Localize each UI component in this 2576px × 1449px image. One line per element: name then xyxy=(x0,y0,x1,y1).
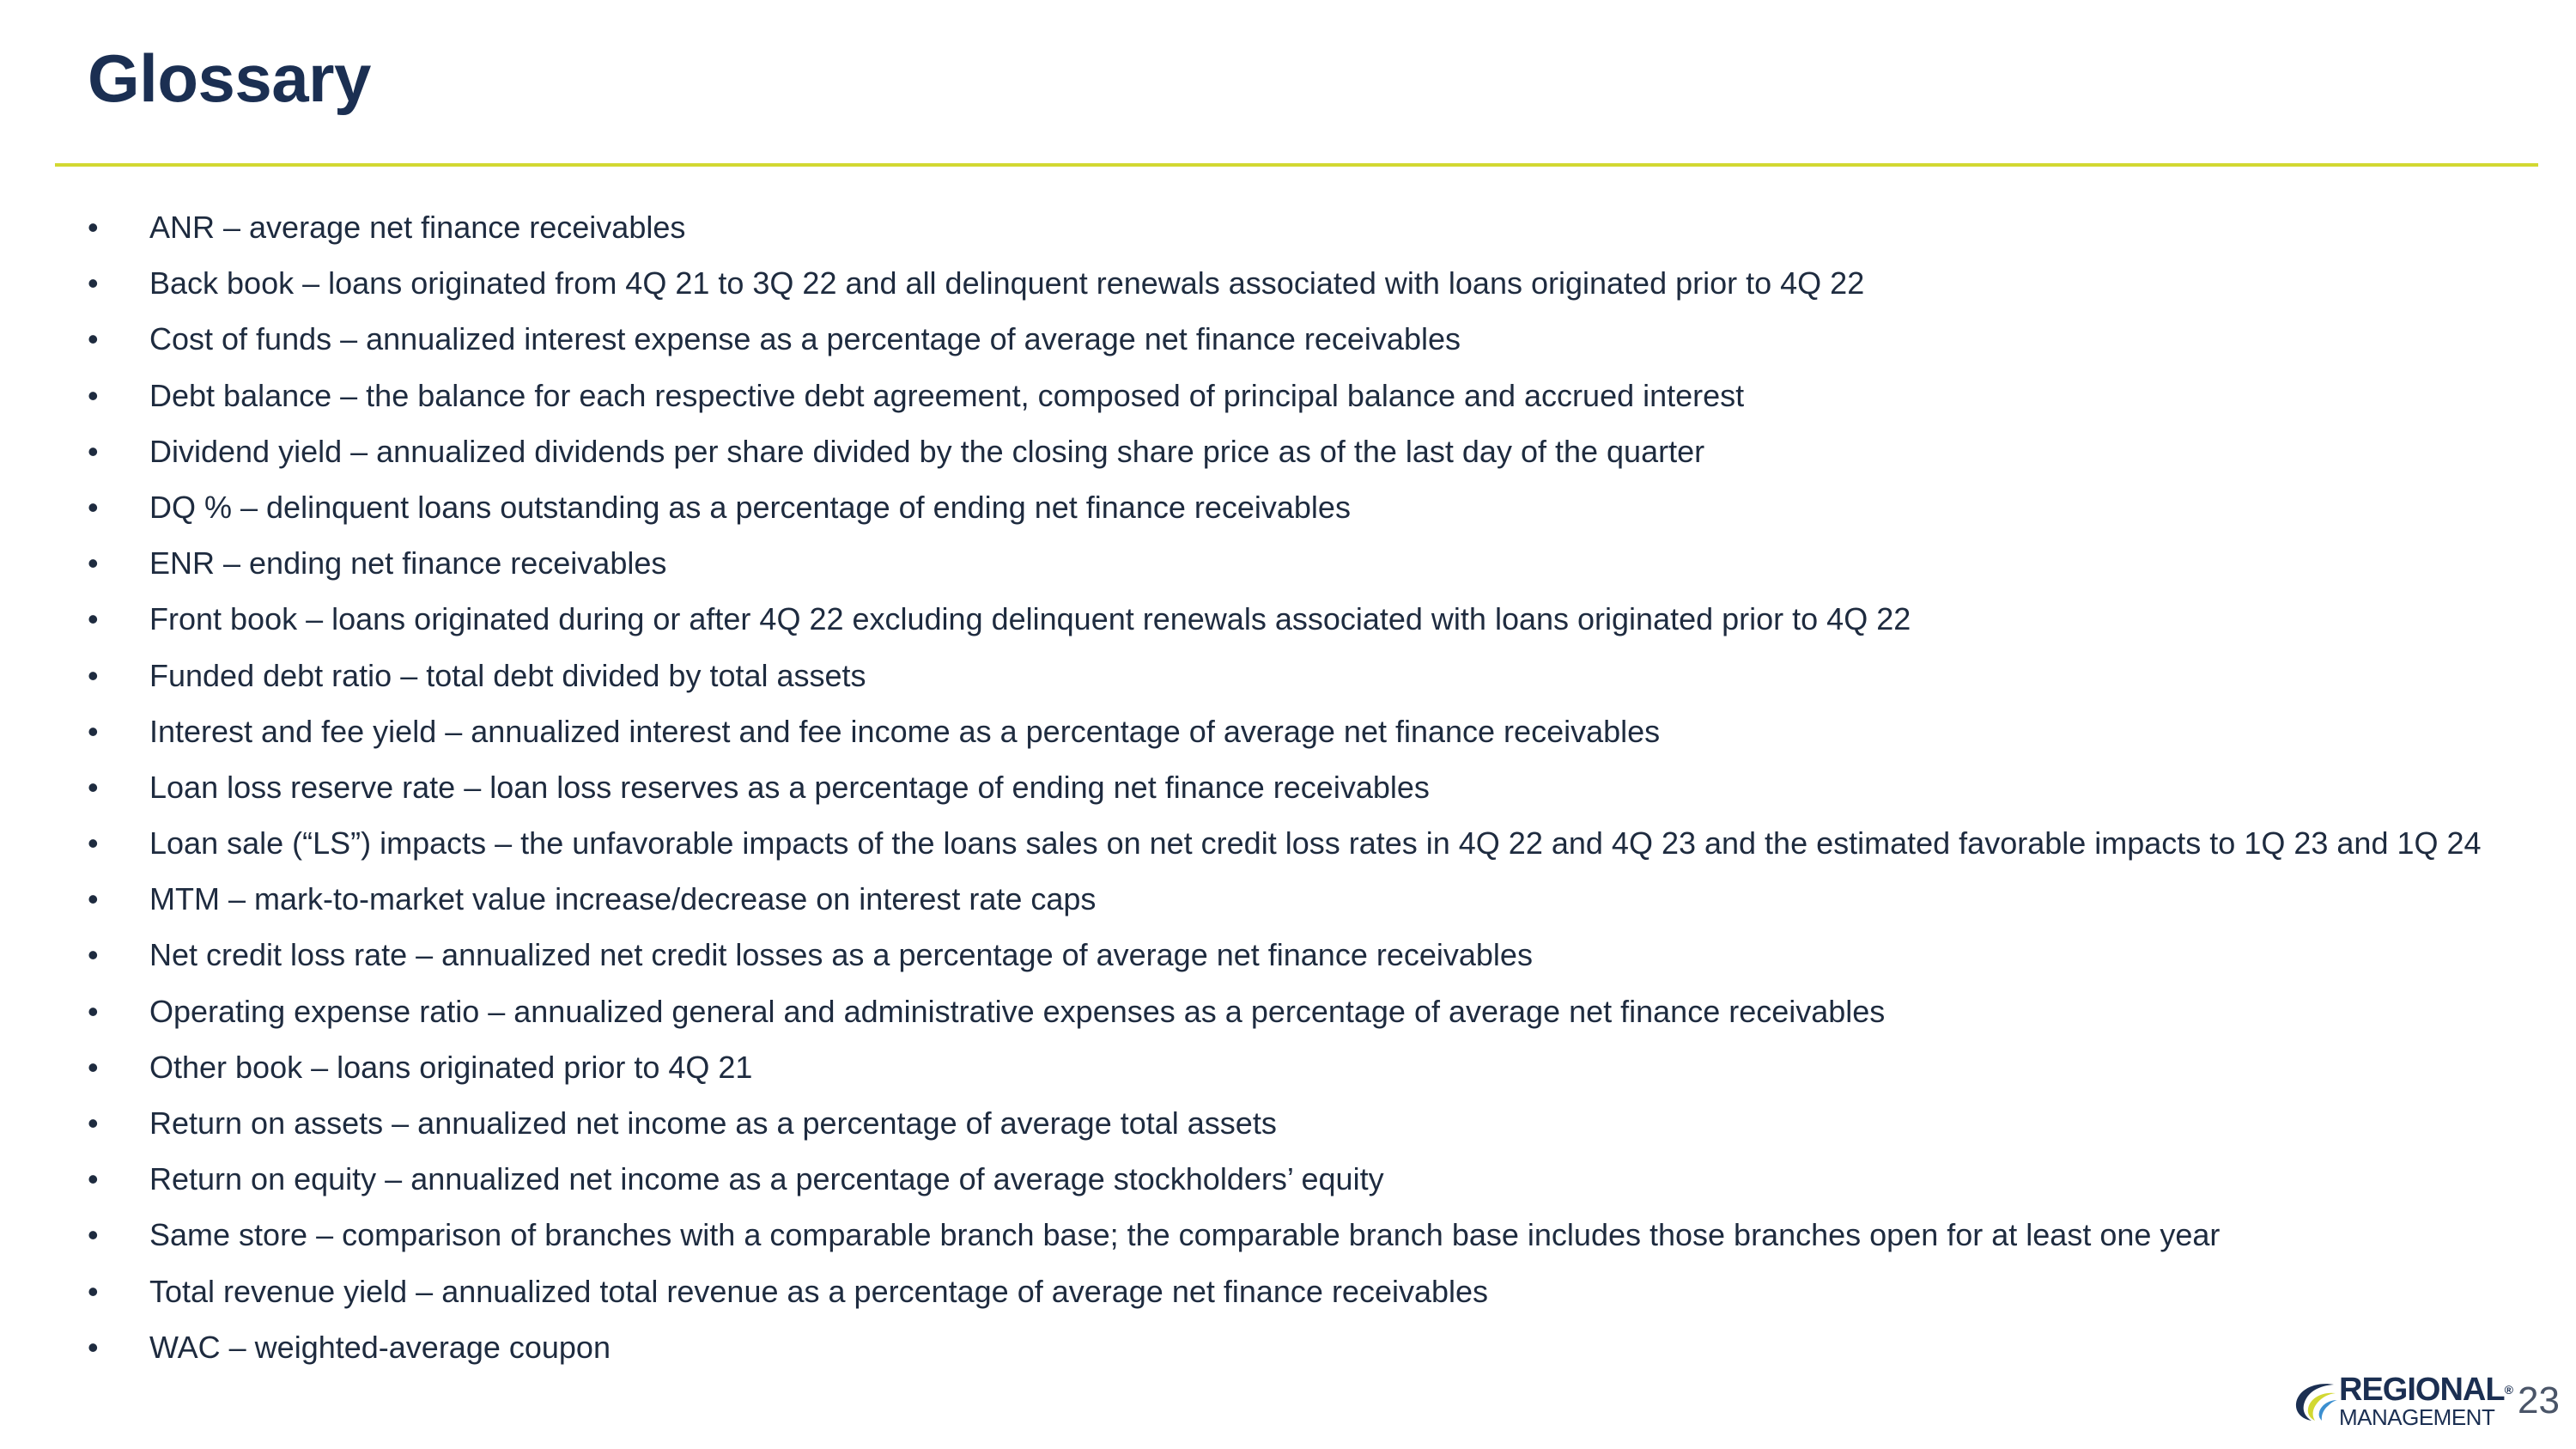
bullet-icon: • xyxy=(88,265,99,301)
company-logo xyxy=(2291,1373,2514,1433)
glossary-item-text: ANR – average net finance receivables xyxy=(149,210,686,245)
bullet-icon: • xyxy=(88,489,99,525)
bullet-icon: • xyxy=(88,321,99,357)
bullet-icon: • xyxy=(88,377,99,413)
bullet-icon: • xyxy=(88,657,99,693)
glossary-item xyxy=(88,1151,2482,1207)
glossary-item xyxy=(88,983,2482,1039)
glossary-item xyxy=(88,871,2482,927)
glossary-item-text: Front book – loans originated during or after 4Q 22 excluding delinquent renewals associated with loans originated prior to 4Q 22 xyxy=(149,601,1911,637)
logo-text-regional: REGIONAL xyxy=(2339,1372,2505,1408)
glossary-item xyxy=(88,703,2482,759)
glossary-item-text: Interest and fee yield – annualized interest and fee income as a percentage of average net finance receivables xyxy=(149,713,1661,749)
glossary-item xyxy=(88,759,2482,815)
glossary-item-text: DQ % – delinquent loans outstanding as a percentage of ending net finance receivables xyxy=(149,489,1351,525)
glossary-item-text: Net credit loss rate – annualized net credit losses as a percentage of average net finance receivables xyxy=(149,937,1533,973)
glossary-item-text: Debt balance – the balance for each respective debt agreement, composed of principal balance and accrued interest xyxy=(149,377,1745,413)
glossary-item xyxy=(88,927,2482,983)
glossary-item-text: Dividend yield – annualized dividends per share divided by the closing share price as of the last day of the quarter xyxy=(149,433,1705,469)
glossary-item xyxy=(88,815,2482,871)
bullet-icon: • xyxy=(88,210,99,245)
glossary-item xyxy=(88,1095,2482,1151)
bullet-icon: • xyxy=(88,825,99,861)
bullet-icon: • xyxy=(88,1105,99,1141)
glossary-item-text: Loan loss reserve rate – loan loss reserves as a percentage of ending net finance receivables xyxy=(149,769,1430,805)
glossary-item xyxy=(88,1263,2482,1319)
glossary-item-text: Funded debt ratio – total debt divided by total assets xyxy=(149,657,866,693)
glossary-item xyxy=(88,368,2482,423)
glossary-item xyxy=(88,648,2482,703)
glossary-item xyxy=(88,1039,2482,1095)
logo-wordmark-top xyxy=(2339,1373,2512,1407)
glossary-item-text: Same store – comparison of branches with a comparable branch base; the comparable branch base includes those branches open for at least one year xyxy=(149,1217,2221,1253)
logo-swoosh-icon xyxy=(2291,1376,2339,1424)
page-number: 23 xyxy=(2518,1379,2560,1422)
glossary-item-text: Return on assets – annualized net income as a percentage of average total assets xyxy=(149,1105,1277,1141)
bullet-icon: • xyxy=(88,769,99,805)
glossary-item xyxy=(88,1319,2482,1375)
glossary-list xyxy=(88,199,2482,1375)
logo-registered-mark: ® xyxy=(2504,1383,2512,1397)
bullet-icon: • xyxy=(88,1273,99,1309)
glossary-item-text: Cost of funds – annualized interest expense as a percentage of average net finance receivables xyxy=(149,321,1461,357)
bullet-icon: • xyxy=(88,1161,99,1197)
glossary-item-text: Total revenue yield – annualized total revenue as a percentage of average net finance receivables xyxy=(149,1273,1489,1309)
glossary-item-text: Operating expense ratio – annualized general and administrative expenses as a percentage of average net finance receivables xyxy=(149,993,1886,1029)
glossary-item xyxy=(88,423,2482,479)
glossary-item-text: MTM – mark-to-market value increase/decrease on interest rate caps xyxy=(149,881,1097,917)
bullet-icon: • xyxy=(88,881,99,917)
glossary-item xyxy=(88,479,2482,535)
bullet-icon: • xyxy=(88,713,99,749)
bullet-icon: • xyxy=(88,937,99,973)
glossary-item-text: Other book – loans originated prior to 4Q 21 xyxy=(149,1049,753,1085)
bullet-icon: • xyxy=(88,1329,99,1365)
glossary-item-text: Back book – loans originated from 4Q 21 to 3Q 22 and all delinquent renewals associated with loans originated prior to 4Q 22 xyxy=(149,265,1865,301)
glossary-item xyxy=(88,1207,2482,1263)
glossary-item-text: Return on equity – annualized net income as a percentage of average stockholders’ equity xyxy=(149,1161,1384,1197)
glossary-item xyxy=(88,535,2482,591)
bullet-icon: • xyxy=(88,545,99,581)
glossary-item xyxy=(88,199,2482,255)
title-divider xyxy=(55,163,2538,167)
logo-text-management: MANAGEMENT xyxy=(2339,1404,2495,1430)
bullet-icon: • xyxy=(88,433,99,469)
glossary-item-text: Loan sale (“LS”) impacts – the unfavorable impacts of the loans sales on net credit loss rates in 4Q 22 and 4Q 23 and the estimated favorable impacts to 1Q 23 and 1Q 24 xyxy=(149,825,2482,861)
glossary-item-text: WAC – weighted-average coupon xyxy=(149,1329,611,1365)
page-title: Glossary xyxy=(88,40,371,116)
glossary-item xyxy=(88,591,2482,647)
bullet-icon: • xyxy=(88,601,99,637)
glossary-item xyxy=(88,311,2482,367)
glossary-item-text: ENR – ending net finance receivables xyxy=(149,545,667,581)
bullet-icon: • xyxy=(88,1217,99,1253)
glossary-item xyxy=(88,255,2482,311)
bullet-icon: • xyxy=(88,993,99,1029)
bullet-icon: • xyxy=(88,1049,99,1085)
